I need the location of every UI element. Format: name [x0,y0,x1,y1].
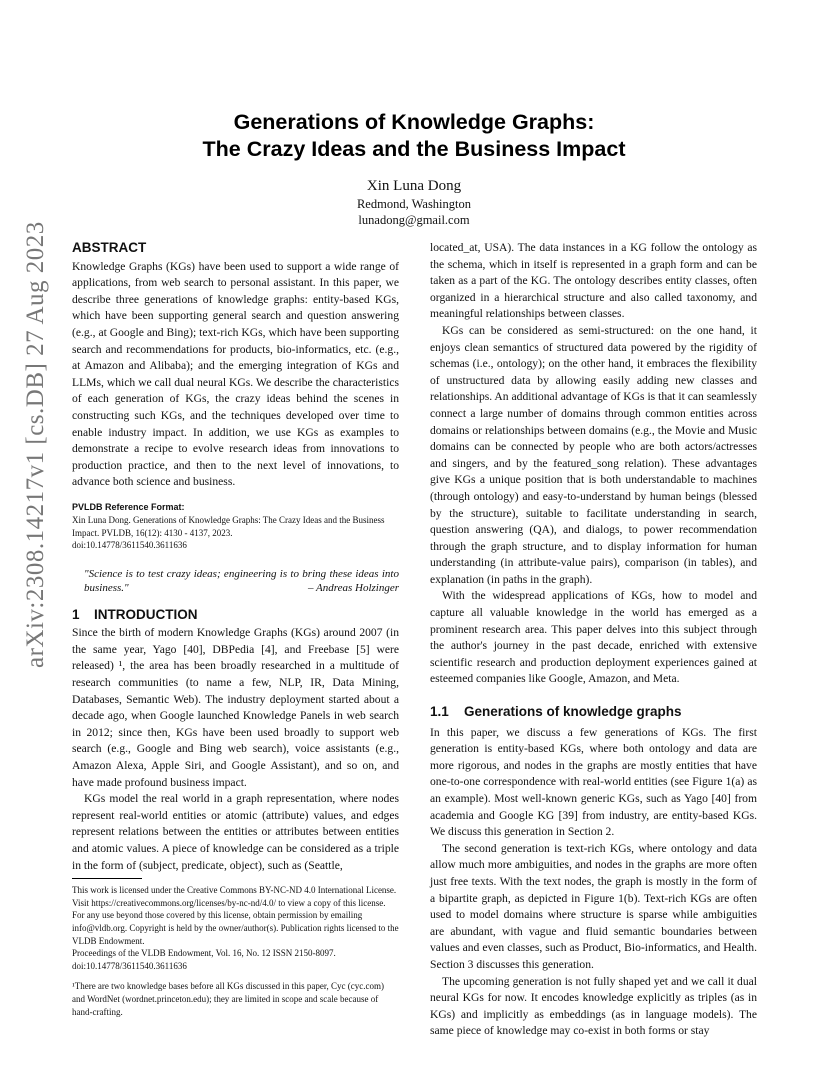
epigraph-attribution: – Andreas Holzinger [307,581,399,594]
intro-heading-text: INTRODUCTION [94,606,198,622]
right-paragraph-2: KGs can be considered as semi-structured: on the one hand, it enjoys clean semantics of structured data powered by the rigidity of schemas (i.e., ontology); on the other hand, it embraces the flexibility of unstructured data by allowing easily adding new classes and relationships. An additional advantage of KGs is that it can seamlessly connect a large number of domains through common entities across domains or relationships between domains (e.g., the Movie and Music domains can be connected by people who are both actors/actresses and singers, and by the featured_song relation). These advantages give KGs a unique position that is both understandable to machines (through ontology) and easy-to-understand by human beings (blessed by the structure), suitable to facilitate understanding in search, question answering (QA), and dialogs, to power recommendation through the graph structure, and to display information for human understanding (in attribute-value pairs), comparison (in tables), and explanation (in paths in the graph). [430,323,757,586]
paper-title-line-2: The Crazy Ideas and the Business Impact [202,137,626,161]
section-1-1-heading-text: Generations of knowledge graphs [464,704,682,720]
reference-format-heading: PVLDB Reference Format: [72,501,185,512]
arxiv-side-stamp: arXiv:2308.14217v1 [cs.DB] 27 Aug 2023 [22,221,49,668]
section-1-1-number: 1.1 [430,704,449,720]
footnote-rule [72,878,142,879]
right-paragraph-3: With the widespread applications of KGs, how to model and capture all valuable knowledge in the world has emerged as a prominent research area. This paper delves into this subject through the author's journey in the past decade, enriched with extensive scientific research and production deployment experiences gained at esteemed companies like Google, Amazon, and Meta. [430,589,757,686]
license-footnote: This work is licensed under the Creative Commons BY-NC-ND 4.0 International License. Visit https://creativecommons.org/licenses/by-nc-nd/4.0/ to view a copy of this license. For any use beyond those covered by this license, obtain permission by emailing info@vldb.org. Copyright is held by the owner/author(s). Publication rights licensed to the VLDB Endowment. [72,885,399,946]
author-name: Xin Luna Dong [366,178,462,194]
right-paragraph-1: located_at, USA). The data instances in a KG follow the ontology as the schema, which in itself is represented in a graph form and can be taken as a part of the KG. The ontology describes entity classes, often organized in a hierarchical structure and also called taxonomy, and meaningful relationships between classes. [430,241,757,321]
paper-title-line-1: Generations of Knowledge Graphs: [233,110,595,134]
abstract-heading: ABSTRACT [72,240,147,255]
abstract-text: Knowledge Graphs (KGs) have been used to support a wide range of applications, from web search to personal assistant. In this paper, we describe three generations of knowledge graphs: entity-based KGs, which have been supporting general search and question answering (e.g., at Google and Bing); text-rich KGs, which have been supporting search and recommendations for products, bio-informatics, etc. (e.g., at Amazon and Alibaba); and the emerging integration of KGs and LLMs, which we call dual neural KGs. We describe the characteristics of each generation of KGs, the crazy ideas behind the scenes in constructing such KGs, and the techniques developed over time to enable industry impact. In addition, we use KGs as examples to demonstrate a recipe to evolve research ideas from innovations to production practice, and then to the next level of innovations, to advance both science and business. [72,259,399,489]
footnote-1: ¹There are two knowledge bases before all KGs discussed in this paper, Cyc (cyc.com) and WordNet (wordnet.princeton.edu); they are limited in scope and scale because of hand-crafting. [72,981,384,1017]
reference-format-doi: doi:10.14778/3611540.3611636 [72,540,187,551]
author-location: Redmond, Washington [356,197,472,211]
reference-format-text: Xin Luna Dong. Generations of Knowledge Graphs: The Crazy Ideas and the Business Impact. PVLDB, 16(12): 4130 - 4137, 2023. [72,514,385,538]
epigraph-quote: "Science is to test crazy ideas; engineering is to bring these ideas into business." [84,567,399,594]
right-paragraph-6: The upcoming generation is not fully shaped yet and we call it dual neural KGs for now. It encodes knowledge explicitly as triples (as in KGs) and implicitly as embeddings (as in language models). The same piece of knowledge may co-exist in both forms or stay [430,974,757,1038]
right-paragraph-5: The second generation is text-rich KGs, where ontology and data allow much more ambiguities, and nodes in the graphs are more often just free texts. With the text nodes, the graph is mostly in the form of a bipartite graph, as depicted in Figure 1(b). Text-rich KGs are often used to model domains where structure is sparse while ambiguities are abundant, with vague and fluid semantic boundaries between values and even classes, such as Product, Bio-informatics, and Health. Section 3 discusses this generation. [430,841,757,971]
intro-number: 1 [72,606,80,622]
proceedings-footnote: Proceedings of the VLDB Endowment, Vol. 16, No. 12 ISSN 2150-8097. [72,948,336,959]
section-1-1-heading [430,704,757,721]
intro-paragraph-2: KGs model the real world in a graph representation, where nodes represent real-world entities or atomic (attribute) values, and edges represent relations between the entities or attributes between entities and atomic values. A piece of knowledge can be considered as a triple in the form of (subject, predicate, object), such as (Seattle, [72,792,399,872]
intro-heading [72,607,399,624]
right-paragraph-4: In this paper, we discuss a few generations of KGs. The first generation is entity-based KGs, where both ontology and data are more rigorous, and nodes in the graphs are mostly entities that have one-to-one correspondence with real-world entities (see Figure 1(a) as an example). Most well-known generic KGs, such as Yago [40] from academia and Google KG [39] from industry, are entity-based KGs. We discuss this generation in Section 2. [430,725,757,839]
left-column [72,240,399,1018]
author-email: lunadong@gmail.com [358,213,470,227]
right-column [430,240,757,1040]
doi-footnote: doi:10.14778/3611540.3611636 [72,960,187,971]
intro-paragraph-1: Since the birth of modern Knowledge Graphs (KGs) around 2007 (in the same year, Yago [40], DBPedia [4], and Freebase [5] were released) ¹, the area has been broadly researched in a multitude of research communities (to name a few, NLP, IR, Data Mining, Databases, Semantic Web). The industry deployment started about a decade ago, when Google launched Knowledge Panels in web search in 2012; since then, KGs have been used broadly to support web search (e.g., Google and Bing web search), voice assistants (e.g., Amazon Alexa, Apple Siri, and Google Assistant), and so on, and have made profound business impact. [72,626,399,789]
